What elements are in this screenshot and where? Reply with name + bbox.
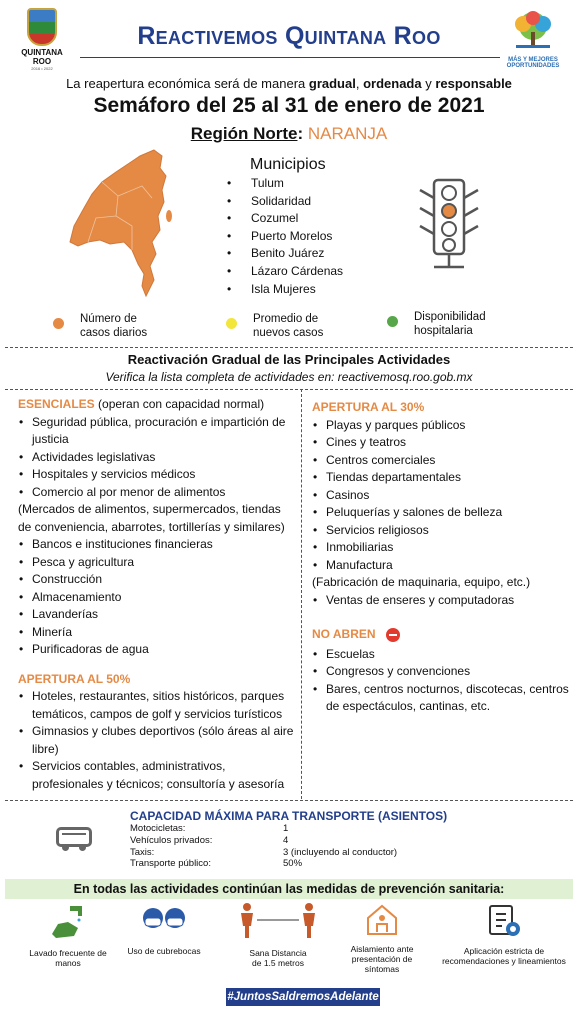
divider: [5, 389, 573, 390]
apertura50-heading: APERTURA AL 50%: [18, 671, 131, 686]
semaforo-date-heading: Semáforo del 25 al 31 de enero de 2021: [93, 94, 485, 117]
legend-disponibilidad: [387, 310, 486, 338]
divider: [5, 347, 573, 348]
list-item: • Peluquerías y salones de belleza: [312, 504, 574, 522]
list-item: • Servicios contables, administrativos, profesionales y técnicos; consultoría y asesoría: [18, 758, 296, 793]
intro-responsable: responsable: [435, 76, 512, 91]
logo-left-years: 2016 • 2022: [31, 66, 53, 71]
list-item: • Casinos: [312, 487, 574, 505]
hashtag-badge: #JuntosSaldremosAdelante: [226, 988, 380, 1006]
list-item: • Cines y teatros: [312, 434, 574, 452]
intro-sep: ,: [355, 76, 364, 91]
list-item: • Seguridad pública, procuración e impartición de justicia: [18, 414, 296, 449]
logo-right-line2: OPORTUNIDADES: [506, 63, 560, 69]
row-key: Vehículos privados:: [130, 834, 213, 846]
region-map-icon: [66, 146, 176, 306]
esenciales-head-note: (operan con capacidad normal): [94, 397, 265, 411]
table-row: [130, 847, 397, 859]
intro-ordenada: ordenada: [363, 76, 422, 91]
legend-label: hospitalaria: [414, 325, 473, 337]
list-item: • Bares, centros nocturnos, discotecas, centros de espectáculos, cantinas, etc.: [312, 681, 574, 716]
list-item: • Hoteles, restaurantes, sitios históricos, parques temáticos, campos de golf y servicios turísticos: [18, 688, 296, 723]
logo-left-name: QUINTANA ROO: [21, 48, 63, 66]
list-item: • Minería: [18, 624, 296, 642]
list-item: • Cozumel: [227, 211, 343, 229]
legend-casos-diarios: [53, 312, 147, 340]
hand-washing-icon: [48, 904, 88, 940]
transporte-title: CAPACIDAD MÁXIMA PARA TRANSPORTE (ASIENTOS): [130, 809, 448, 823]
prevencion-label: Aislamiento ante: [350, 944, 414, 954]
table-row: [130, 823, 397, 835]
apertura50-list: [18, 688, 296, 793]
list-item: • Hospitales y servicios médicos: [18, 466, 296, 484]
intro-pre: La reapertura económica será de manera: [66, 76, 309, 91]
green-dot-icon: [387, 316, 398, 327]
esenciales-list: [18, 414, 296, 502]
apertura30-heading: APERTURA AL 30%: [312, 400, 425, 414]
list-item: • Congresos y convenciones: [312, 663, 574, 681]
legend-promedio: [226, 312, 323, 340]
prevencion-label: presentación de: [351, 954, 413, 964]
list-item: • Lavanderías: [18, 606, 296, 624]
prevencion-banner: En todas las actividades continúan las medidas de prevención sanitaria:: [5, 879, 573, 899]
list-item: • Ventas de enseres y computadoras: [312, 592, 574, 610]
list-item: • Lázaro Cárdenas: [227, 264, 343, 282]
list-item: • Escuelas: [312, 646, 574, 664]
apertura30-list: [312, 417, 574, 575]
list-item: • Construcción: [18, 571, 296, 589]
esenciales-heading: [18, 396, 296, 414]
legend-label: Disponibilidad: [414, 311, 486, 323]
list-item: • Servicios religiosos: [312, 522, 574, 540]
right-column: [312, 399, 574, 716]
no-abren-list: [312, 646, 574, 716]
left-column: [18, 396, 296, 793]
region-label: Región Norte: [190, 124, 298, 143]
apertura30-note: (Fabricación de maquinaria, equipo, etc.): [312, 575, 531, 589]
transporte-table: [130, 823, 397, 870]
list-item: • Bancos e instituciones financieras: [18, 536, 296, 554]
face-mask-icon: [139, 904, 189, 938]
esenciales-note: (Mercados de alimentos, supermercados, tiendas de conveniencia, abarrotes, tortillerías y similares): [18, 502, 285, 534]
list-item: • Purificadoras de agua: [18, 641, 296, 659]
home-isolation-icon: [364, 902, 400, 936]
intro-and: y: [421, 76, 436, 91]
list-item: • Playas y parques públicos: [312, 417, 574, 435]
prevencion-label: Lavado frecuente de: [29, 948, 107, 958]
list-item: • Puerto Morelos: [227, 229, 343, 247]
prevencion-label: Aplicación estricta de: [463, 946, 545, 956]
esenciales-head-label: ESENCIALES: [18, 397, 95, 411]
list-item: • Gimnasios y clubes deportivos (sólo áreas al aire libre): [18, 723, 296, 758]
checklist-icon: [486, 902, 522, 938]
list-item: • Centros comerciales: [312, 452, 574, 470]
row-value: 3 (incluyendo al conductor): [283, 846, 398, 858]
list-item: • Tiendas departamentales: [312, 469, 574, 487]
social-distance-icon: [235, 902, 321, 940]
no-abren-label: NO ABREN: [312, 627, 376, 641]
page-title: Reactivemos Quintana Roo: [137, 22, 441, 50]
legend-label: Promedio de: [253, 313, 319, 325]
bus-icon: [56, 827, 92, 847]
title-underline: [80, 57, 500, 58]
prevencion-label: recomendaciones y lineamientos: [442, 956, 566, 966]
intro-text: [0, 76, 578, 91]
traffic-light-icon: [414, 178, 484, 272]
table-row: [130, 858, 397, 870]
prevencion-aplicacion: [438, 902, 570, 966]
list-item: • Almacenamiento: [18, 589, 296, 607]
intro-gradual: gradual: [308, 76, 356, 91]
tree-icon: [508, 10, 558, 50]
no-abren-heading: [312, 626, 574, 644]
prevencion-label: manos: [55, 958, 81, 968]
prevencion-sana-distancia: [228, 902, 328, 968]
prevencion-lavado: [22, 904, 114, 968]
prevencion-label: de 1.5 metros: [252, 958, 304, 968]
list-item: • Solidaridad: [227, 194, 343, 212]
no-entry-icon: [386, 628, 400, 642]
prevencion-aislamiento: [340, 902, 424, 974]
yellow-dot-icon: [226, 318, 237, 329]
municipios-title: Municipios: [250, 156, 326, 173]
row-key: Taxis:: [130, 846, 155, 858]
legend-label: nuevos casos: [253, 327, 324, 339]
prevencion-label: Uso de cubrebocas: [127, 946, 201, 956]
esenciales-list-b: [18, 536, 296, 659]
list-item: • Isla Mujeres: [227, 282, 343, 300]
row-key: Motocicletas:: [130, 823, 186, 834]
orange-dot-icon: [53, 318, 64, 329]
table-row: [130, 835, 397, 847]
list-item: • Manufactura: [312, 557, 574, 575]
legend-label: Número de: [80, 313, 137, 325]
prevencion-cubrebocas: [120, 904, 208, 956]
row-value: 4: [283, 834, 289, 846]
row-key: Transporte público:: [130, 858, 211, 870]
list-item: • Comercio al por menor de alimentos: [18, 484, 296, 502]
column-divider: [301, 389, 302, 799]
logo-right-line1: MÁS Y MEJORES: [508, 57, 558, 63]
list-item: • Pesca y agricultura: [18, 554, 296, 572]
divider: [5, 800, 573, 801]
mas-oportunidades-logo: [498, 10, 568, 69]
municipios-list: [227, 176, 343, 299]
region-color: NARANJA: [307, 124, 388, 143]
list-item: • Inmobiliarias: [312, 539, 574, 557]
list-item: • Benito Juárez: [227, 246, 343, 264]
list-item: • Actividades legislativas: [18, 449, 296, 467]
prevencion-label: Sana Distancia: [249, 948, 307, 958]
region-colon: :: [297, 124, 304, 143]
legend-label: casos diarios: [80, 327, 148, 339]
reactivacion-title: Reactivación Gradual de las Principales Actividades: [127, 352, 451, 367]
row-value: 50%: [283, 858, 303, 870]
row-value: 1: [283, 823, 289, 834]
region-heading: [0, 124, 578, 144]
list-item: • Tulum: [227, 176, 343, 194]
reactivacion-subtitle: Verifica la lista completa de actividades en: reactivemosq.roo.gob.mx: [105, 370, 473, 384]
prevencion-label: síntomas: [364, 964, 400, 974]
apertura30-list-b: [312, 592, 574, 610]
